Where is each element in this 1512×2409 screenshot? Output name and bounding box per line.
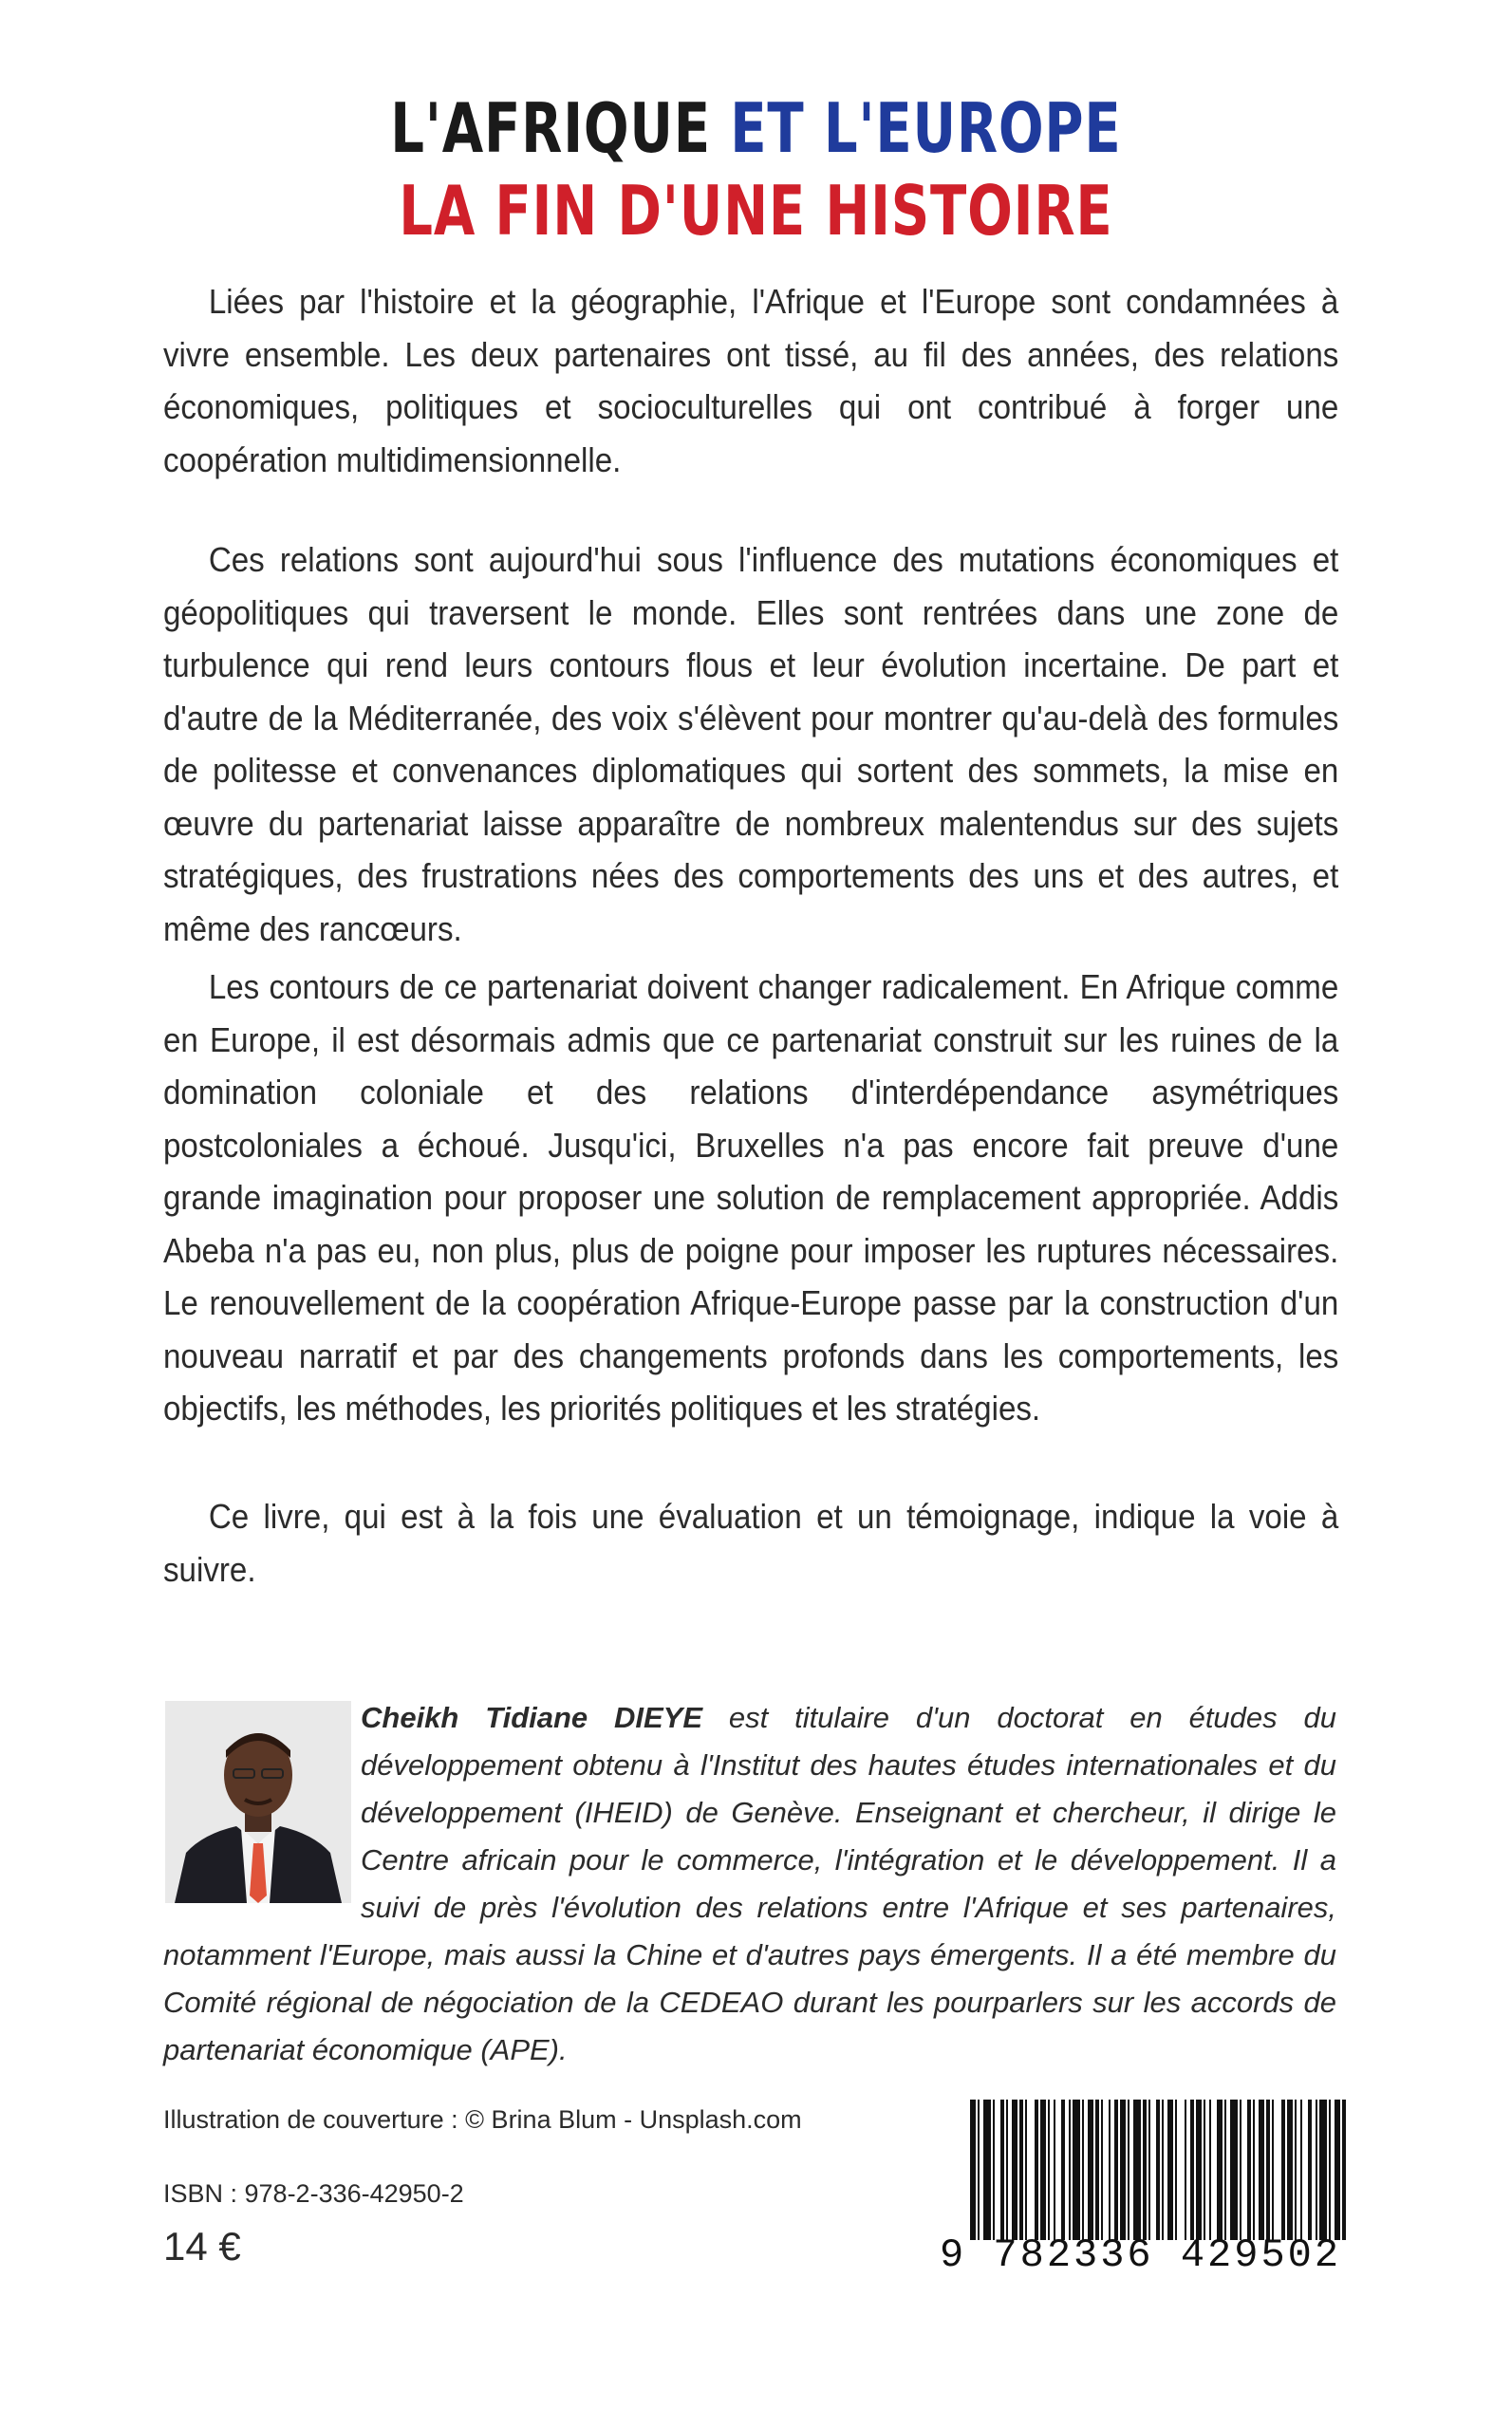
book-title-line-2: LA FIN D'UNE HISTOIRE [399, 171, 1113, 251]
barcode-bar [1109, 2100, 1111, 2240]
blurb-paragraph-3: Les contours de ce partenariat doivent changer radicalement. En Afrique comme en Europe, il est désormais admis que ce partenariat construit sur les ruines de la domination coloniale et des relations d'interdépendance asymétriques postcoloniales a échoué. Jusqu'ici, Bruxelles n'a pas encore fait preuve d'une grande imagination pour proposer une solution de remplacement appropriée. Addis Abeba n'a pas eu, non plus, plus de poigne pour imposer les ruptures nécessaires. Le renouvellement de la coopération Afrique-Europe passe par la construction d'un nouveau narratif et par des changements profonds dans les comportements, les objectifs, les méthodes, les priorités politiques et les stratégies. [163, 967, 1339, 1428]
barcode-bar [1156, 2100, 1160, 2240]
barcode-bar [1272, 2100, 1274, 2240]
barcode-bar [1133, 2100, 1141, 2240]
barcode-bar [1287, 2100, 1293, 2240]
barcode-bar [1040, 2100, 1046, 2240]
price: 14 € [163, 2224, 241, 2269]
barcode-number: 9 782336 429502 [940, 2232, 1342, 2278]
barcode-bar [1069, 2100, 1071, 2240]
blurb-paragraph-2: Ces relations sont aujourd'hui sous l'influence des mutations économiques et géopolitiques qui traversent le monde. Elles sont rentrées dans une zone de turbulence qui rend leurs contours flous et leur évolution incertaine. De part et d'autre de la Méditerranée, des voix s'élèvent pour montrer qu'au-delà des formules de politesse et convenances diplomatiques qui sortent des sommets, la mise en œuvre du partenariat laisse apparaître de nombreux malentendus sur des sujets stratégiques, des frustrations nées des comportements des uns et des autres, et même des rancœurs. [163, 540, 1339, 948]
barcode-bar [1073, 2100, 1080, 2240]
author-name: Cheikh Tidiane DIEYE [361, 1701, 703, 1734]
barcode-bar [1175, 2100, 1177, 2240]
title-afrique: L'AFRIQUE [390, 88, 711, 168]
book-title-line-1 [166, 90, 1346, 166]
barcode-bar [1247, 2100, 1251, 2240]
barcode-bar [1035, 2100, 1038, 2240]
barcode-bar [1295, 2100, 1297, 2240]
barcode-bar [1128, 2100, 1129, 2240]
isbn: ISBN : 978-2-336-42950-2 [163, 2179, 464, 2208]
barcode-bar [1316, 2100, 1317, 2240]
barcode-bar [1224, 2100, 1226, 2240]
barcode-bar [1148, 2100, 1150, 2240]
barcode-bar [1266, 2100, 1270, 2240]
barcode-bar [1185, 2100, 1186, 2240]
barcode-bar [1217, 2100, 1223, 2240]
blurb-paragraph-1: Liées par l'histoire et la géographie, l'Afrique et l'Europe sont condamnées à vivre ensemble. Les deux partenaires ont tissé, au fil des années, des relations économiques, politiques et socioculturelles qui ont contribué à forger une coopération multidimensionnelle. [163, 282, 1339, 479]
barcode-bar [1048, 2100, 1050, 2240]
barcode-bar [1342, 2100, 1346, 2240]
barcode-bar [1329, 2100, 1331, 2240]
barcode-bar [983, 2100, 991, 2240]
barcode-bar [1335, 2100, 1340, 2240]
barcode-bar [1300, 2100, 1302, 2240]
barcode-bar [1167, 2100, 1173, 2240]
barcode-bar [1019, 2100, 1023, 2240]
barcode-bar [1025, 2100, 1027, 2240]
barcode-bar [1095, 2100, 1099, 2240]
barcode-bar [1012, 2100, 1017, 2240]
cover-credit: Illustration de couverture : © Brina Blum - Unsplash.com [163, 2105, 802, 2134]
barcode-bar [1190, 2100, 1194, 2240]
barcode-bar [1240, 2100, 1241, 2240]
barcode-bar [1281, 2100, 1285, 2240]
barcode-bar [1088, 2100, 1093, 2240]
barcode-bar [993, 2100, 995, 2240]
barcode-bar [1162, 2100, 1164, 2240]
author-bio [163, 1694, 1336, 2074]
barcode-bar [978, 2100, 980, 2240]
barcode-bar [1082, 2100, 1084, 2240]
barcode-bar [1054, 2100, 1055, 2240]
barcode-bar [1061, 2100, 1065, 2240]
barcode-bar [1204, 2100, 1205, 2240]
blurb-paragraph-4: Ce livre, qui est à la fois une évaluation et un témoignage, indique la voie à suivre. [163, 1497, 1339, 1589]
barcode-bar [1114, 2100, 1118, 2240]
barcode-bar [1101, 2100, 1103, 2240]
barcode-bar [1120, 2100, 1126, 2240]
title-europe: ET L'EUROPE [730, 88, 1122, 168]
barcode [970, 2100, 1348, 2240]
barcode-bar [970, 2100, 976, 2240]
barcode-bar [1308, 2100, 1312, 2240]
barcode-bar [1253, 2100, 1255, 2240]
barcode-bar [1209, 2100, 1211, 2240]
barcode-bar [1319, 2100, 1327, 2240]
barcode-bar [1230, 2100, 1238, 2240]
barcode-bar [1259, 2100, 1264, 2240]
barcode-bar [1006, 2100, 1008, 2240]
barcode-bar [1000, 2100, 1004, 2240]
author-bio-text: est titulaire d'un doctorat en études du développement obtenu à l'Institut des hautes études internationales et du développement (IHEID) de Genève. Enseignant et chercheur, il dirige le Centre africain pour le commerce, l'intégration et le développement. Il a suivi de près l'évolution des relations entre l'Afrique et ses partenaires, notamment l'Europe, mais aussi la Chine et d'autres pays émergents. Il a été membre du Comité régional de négociation de la CEDEAO durant les pourparlers sur les accords de partenariat économique (APE). [163, 1701, 1336, 2066]
barcode-bar [1143, 2100, 1147, 2240]
barcode-bar [1196, 2100, 1202, 2240]
